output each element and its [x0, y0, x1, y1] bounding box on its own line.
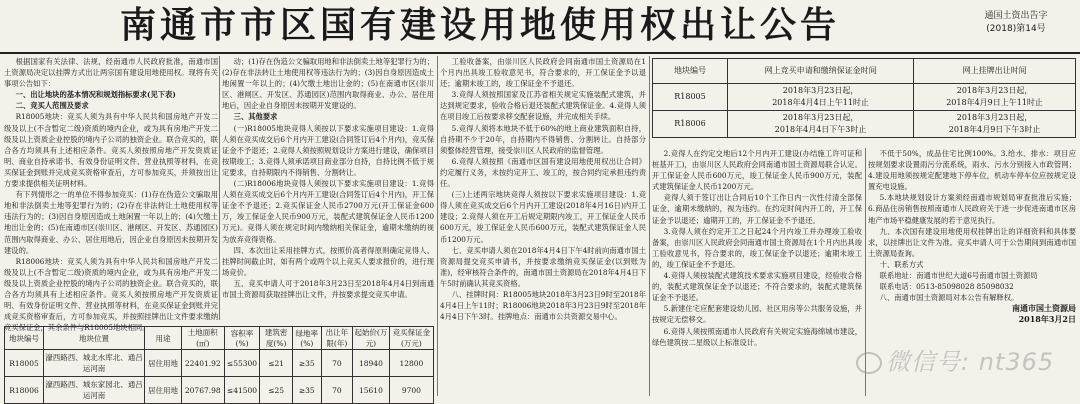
table-header-cell: 绿地率(%) [292, 327, 321, 350]
listing-schedule-table [652, 58, 1076, 138]
table-header-cell: 出让年限(年) [321, 327, 352, 350]
table-header-cell: 地块编号 [653, 59, 728, 84]
paragraph: 2.竞得人在约定交地后12个月内开工建设(办结施工许可证和桩基开工)，由崇川区人民政府会同南通市国土资源局联合认定。开工保证金人民币600万元，竣工保证金人民币900万元，装配式建筑保证金人民币1200万元。 [652, 149, 862, 192]
paragraph: 二、竞买人范围及要求 [15, 101, 89, 111]
paragraph: 八、南通市国土资源局对本公告有解释权。 [879, 293, 1019, 303]
table-cell: 居住用地 [145, 350, 182, 377]
table-cell: ≤25 [260, 377, 292, 404]
paragraph: 十、联系方式 [879, 259, 924, 269]
table-cell: ≥35 [292, 350, 321, 377]
table-header-cell: 地块位置 [44, 327, 145, 350]
table-row [653, 111, 1076, 138]
issue-line-1: 通国土资出告字 [984, 11, 1048, 21]
table-cell: 9700 [389, 377, 433, 404]
table-cell: R18005 [5, 350, 44, 377]
notice-title: 南通市市区国有建设用地使用权出让公告 [119, 5, 840, 46]
paragraph: (三)上述两宗地块竞得人须按以下要求实施项目建设：1.竞得人须在竞买成交后6个月内开工建设(2018年4月16日)内开工建设；2.竞得人须在开工后规定期限内竣工，开工保证金人民币600万元，竣工保证金人民币600万元，装配式建筑保证金人民币1200万元。 [440, 190, 646, 244]
paragraph: 九、本次国有建设用地使用权挂牌出让的详细资料和具体要求，以挂牌出让文件为准。竞买申请人可于公告期间到南通市国土资源局查询。 [868, 226, 1076, 258]
watermark-text: 微信号: nt365 [886, 348, 1055, 376]
text-column-1 [4, 56, 218, 333]
signature-date: 2018年3月2日 [1018, 314, 1076, 325]
table-row [653, 84, 1076, 111]
table-cell: ≤21 [260, 350, 292, 377]
table-cell: 70 [321, 350, 352, 377]
paragraph: (一)R18005地块竞得人须按以下要求实施项目建设：1.竞得人须在竞买成交后6个月内开工建设(合同签订后4个月内)，竞买保证金不予退还；2.竞得人须按照规划设计方案进行建设，确保项目按期竣工；3.竞得人须承诺项目商业部分自持，自持比例不低于规定要求，自持期限内不得销售、分割转让。 [222, 123, 434, 177]
table-cell: 12800 [389, 350, 433, 377]
paragraph: 动；(1)存在伪造公文骗取用地和非法倒卖土地等犯罪行为的；(2)存在非法转让土地使用权等违法行为的；(3)因自身原因造成土地闲置一年以上的；(4)欠缴土地出让金的；(5)在南通市区(崇川区、港闸区、开发区、苏通园区)范围内取得商业、办公、居住用地后，因企业自身原因未按期开发建设的。 [222, 57, 434, 111]
table-header-cell: 网上竞买申请和缴纳保证金时间 [728, 59, 914, 84]
paragraph: 根据国家有关法律、法规，经南通市人民政府批准，南通市国土资源局决定以挂牌方式出让两宗国有建设用地使用权。现将有关事项公告如下： [4, 57, 218, 89]
table-cell: 2018年3月23日起， 2018年4月4日上午11时止 [728, 84, 914, 111]
table-header-cell: 网上挂牌出让时间 [914, 59, 1076, 84]
table-cell: 濠西路西、城北水库北、通吕运河南 [44, 350, 145, 377]
table-header-cell: 土地面积(㎡) [182, 327, 225, 350]
paragraph: 一、出让地块的基本情况和规划指标要求(见下表) [15, 90, 176, 100]
table-cell: 20767.98 [182, 377, 225, 404]
table-cell: R18006 [5, 377, 44, 404]
table-cell: 70 [321, 377, 352, 404]
table-header-row [653, 59, 1076, 84]
paragraph: 5.本地块规划设计方案须经南通市规划局审查批准后实施；6.商品住房销售按照南通市人民政府关于进一步促进南通市区房地产市场平稳健康发展的若干意见执行。 [868, 193, 1076, 225]
signature-org: 南通市国土资源局 [1012, 303, 1076, 314]
watermark [856, 342, 1054, 377]
issue-line-2: (2018)第14号 [986, 24, 1046, 34]
paragraph: 不低于50%，成品住宅比例100%。3.给水、排水：项目应按规划要求设置雨污分流系统，雨水、污水分别接入市政管网；4.建设用地须按规定配建地下停车位，机动车停车位应按规定设置充电设施。 [868, 149, 1076, 192]
table-header-cell: 用途 [145, 327, 182, 350]
text-column-3 [440, 56, 646, 396]
paragraph: 3.竞得人须按照国家及江苏省相关规定实施装配式建筑，并达到规定要求，验收合格后退还装配式建筑保证金。4.竞得人须在项目竣工后按要求移交配套设施，并完成相关手续。 [440, 90, 646, 122]
paragraph: 竞得人须于签订出让合同后10个工作日内一次性付清全部保证金，逾期未缴纳的，视为违约。在约定时间内开工的，开工保证金予以退还；逾期开工的，开工保证金不予退还。 [652, 193, 862, 225]
table-cell: ≤41500 [224, 377, 260, 404]
table-cell: 22401.92 [182, 350, 225, 377]
table-row [5, 350, 434, 377]
table-row [5, 377, 434, 404]
table-cell: 居住用地 [145, 377, 182, 404]
paragraph: (二)R18006地块竞得人须按以下要求实施项目建设：1.竞得人须在竞买成交后6个月内开工建设(合同签订后4个月内)，开工保证金不予退还；2.竞买保证金人民币2700万元(开工保证金600万，竣工保证金人民币900万元，装配式建筑保证金人民币1200万元)。竞得人须在规定时间内缴纳相关保证金，逾期未缴纳的视为放弃竞得资格。 [222, 179, 434, 244]
column-divider [437, 56, 438, 396]
parcel-info-table [4, 326, 434, 404]
paragraph: 工验收备案，由崇川区人民政府会同南通市国土资源局在1个月内出具竣工验收意见书，符合要求的，开工保证金予以退还；逾期未竣工的，竣工保证金不予退还。 [440, 57, 646, 89]
paragraph: 有下列情形之一的单位不得参加竞买：(1)存在伪造公文骗取用地和非法倒卖土地等犯罪行为的；(2)存在非法转让土地使用权等违法行为的；(3)因自身原因造成土地闲置一年以上的；(4)欠缴土地出让金的；(5)在南通市区(崇川区、港闸区、开发区、苏通园区)范围内取得商业、办公、居住用地后，因企业自身原因未按期开发建设的。 [4, 190, 218, 255]
table-header-row [5, 327, 434, 350]
paragraph: 七、竞买申请人须在2018年4月4日下午4时前向南通市国土资源局提交竞买申请书，并按要求缴纳竞买保证金(以到账为准)，经审核符合条件的，南通市国土资源局在2018年4月4日下午5时前确认其竞买资格。 [440, 245, 646, 288]
text-column-2 [222, 56, 434, 320]
table-cell: 2018年3月23日起， 2018年4月9日下午3时止 [914, 111, 1076, 138]
table-cell: 濠西路西、城东家园北、通吕运河南 [44, 377, 145, 404]
paragraph: 八、挂牌时间：R18005地块2018年3月23日9时至2018年4月4日上午11时；R18006地块2018年3月23日9时至2018年4月4日下午3时。挂牌地点：南通市公共资源交易中心。 [440, 289, 646, 322]
paragraph: 联系地址：南通市世纪大道6号南通市国土资源局 [879, 271, 1038, 281]
table-header-cell: 容积率(%) [224, 327, 260, 350]
text-column-4 [652, 148, 862, 396]
paragraph: 4.竞得人须按装配式建筑技术要求实施项目建设，经验收合格的，装配式建筑保证金予以退还；不符合要求的，装配式建筑保证金不予退还。 [652, 271, 862, 303]
header [0, 0, 1080, 54]
table-header-cell: 建筑密度(%) [260, 327, 292, 350]
issue-number [966, 10, 1066, 36]
paragraph: 3.竞得人须在约定开工之日起24个月内竣工并办理竣工验收备案，由崇川区人民政府会同南通市国土资源局在1个月内出具竣工验收意见书，符合要求的，竣工保证金予以退还；逾期未竣工的，竣工保证金不予退还。 [652, 226, 862, 269]
paragraph: R18006地块：竞买人须为具有中华人民共和国房地产开发二级及以上(不含暂定二级)资质的境内企业，或为具有房地产开发二级及以上资质企业控股的境内子公司的独资企业。联合竞买的，联合各方均须具有上述相应条件。竞买人须按照房地产开发资质证明、有效身份证明文件、营业执照等材料，在竞买保证金到账并完成竞买资格审查后，方可参加竞买，并按照挂牌出让文件要求缴纳竞买保证金，其余条件与R18005地块相同。 [4, 256, 218, 333]
paragraph: 五、竞买申请人可于2018年3月23日至2018年4月4日到南通市国土资源局获取挂牌出让文件，并按要求提交竞买申请。 [222, 278, 434, 299]
table-header-cell: 竞买保证金(万元) [389, 327, 433, 350]
table-cell: 18940 [353, 350, 390, 377]
table-cell: ≥35 [292, 377, 321, 404]
column-divider [219, 56, 220, 320]
paragraph: 联系电话：0513-85098028 85098032 [879, 282, 1014, 292]
table-cell: R18005 [653, 84, 728, 111]
table-cell: ≤55300 [224, 350, 260, 377]
paragraph: 四、本次出让采用挂牌方式，按照价高者得原则确定竞得人。挂牌时间截止时，如有两个或两个以上竞买人要求报价的，进行现场竞价。 [222, 245, 434, 277]
paragraph: 6.竞得人须按照南通市人民政府有关规定实施海绵城市建设，绿色建筑按二星级以上标准设计。 [652, 326, 862, 347]
paragraph: 5.竞得人须将本地块不低于60%的地上商业建筑面积自持，自持期不少于20年，自持期内不得销售、分割转让。自持部分须整体经营管理，接受崇川区人民政府的监督管理。 [440, 123, 646, 155]
table-header-cell: 地块编号 [5, 327, 44, 350]
table-cell: 15610 [353, 377, 390, 404]
column-divider [649, 56, 650, 396]
table-cell: 2018年3月23日起， 2018年4月9日上午11时止 [914, 84, 1076, 111]
table-cell: 2018年3月23日起， 2018年4月4日下午3时止 [728, 111, 914, 138]
wechat-icon [856, 352, 882, 374]
paragraph: R18005地块：竞买人须为具有中华人民共和国房地产开发二级及以上(不含暂定二级)资质的境内企业，或为具有房地产开发二级及以上资质企业控股的境内子公司的独资企业。联合竞买的，联合各方均须具有上述相应条件。竞买人须按照房地产开发资质证明、商业自持承诺书、有效身份证明文件、营业执照等材料，在竞买保证金到账并完成竞买资格审查后，方可参加竞买，并须按出让方要求提供相关证明材料。 [4, 112, 218, 189]
table-header-cell: 起始价(万元) [354, 328, 388, 348]
paragraph: 5.新建住宅应配套建设幼儿园、社区用房等公共服务设施，并按规定无偿移交。 [652, 304, 862, 325]
paragraph: 6.竞得人须按照《南通市区国有建设用地使用权出让合同》约定履行义务，未按约定开工、竣工的，按合同约定承担违约责任。 [440, 156, 646, 189]
paragraph: 三、其他要求 [233, 112, 278, 122]
table-cell: R18006 [653, 111, 728, 138]
